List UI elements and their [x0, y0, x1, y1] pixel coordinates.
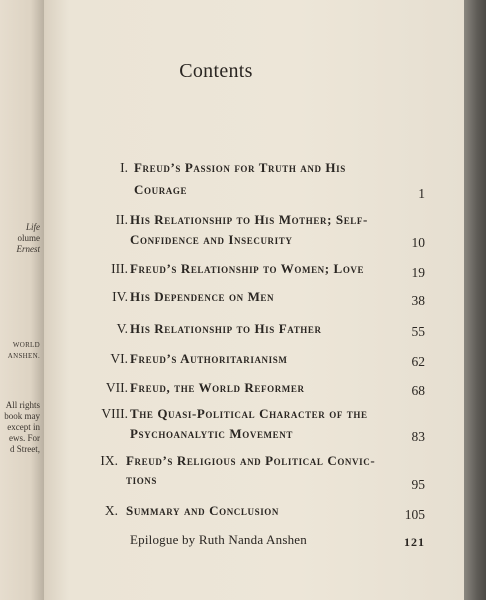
entry-title-line: Freud’s Religious and Political Convic-: [126, 453, 376, 468]
entry-title-line: The Quasi-Political Character of the: [130, 406, 368, 421]
facing-page: [0, 0, 44, 600]
facing-page-fragment: ews. For: [9, 433, 40, 443]
facing-page-fragment: olume: [17, 233, 40, 243]
facing-page-fragment: ANSHEN.: [7, 352, 40, 360]
entry-page-number: 1: [418, 186, 425, 201]
entry-number: VI.: [110, 351, 128, 366]
entry-page-number: 121: [404, 535, 425, 549]
entry-title-line: tions: [126, 472, 158, 487]
facing-page-fragment: d Street,: [10, 444, 40, 454]
entry-number: II.: [115, 212, 128, 227]
entry-page-number: 105: [404, 507, 425, 522]
facing-page-fragment: All rights: [5, 400, 40, 410]
entry-number: X.: [104, 503, 118, 518]
entry-title-line: Freud’s Relationship to Women; Love: [130, 261, 365, 276]
facing-page-fragment: except in: [7, 422, 40, 432]
entry-page-number: 19: [411, 265, 425, 280]
page-edge: [464, 0, 486, 600]
entry-page-number: 55: [411, 324, 425, 339]
entry-title-line: Epilogue by Ruth Nanda Anshen: [130, 532, 307, 547]
entry-number: I.: [120, 160, 128, 175]
entry-page-number: 38: [411, 293, 425, 308]
entry-number: V.: [116, 321, 128, 336]
entry-page-number: 62: [411, 354, 425, 369]
entry-number: IV.: [112, 289, 128, 304]
entry-title-line: Freud, the World Reformer: [130, 380, 305, 395]
entry-page-number: 83: [411, 429, 425, 444]
entry-title-line: His Relationship to His Mother; Self-: [130, 212, 368, 227]
facing-page-fragment: book may: [4, 411, 40, 421]
entry-title-line: Freud’s Authoritarianism: [130, 351, 288, 366]
entry-page-number: 10: [411, 235, 425, 250]
entry-number: VII.: [105, 380, 128, 395]
entry-title-line: Freud’s Passion for Truth and His: [134, 160, 346, 175]
page-title: Contents: [179, 60, 253, 82]
entry-page-number: 95: [411, 477, 425, 492]
entry-page-number: 68: [411, 383, 425, 398]
entry-number: IX.: [100, 453, 118, 468]
entry-title-line: His Dependence on Men: [130, 289, 275, 304]
entry-title-line: Courage: [134, 182, 188, 197]
facing-page-fragment: Life: [25, 222, 40, 232]
entry-number: VIII.: [101, 406, 128, 421]
entry-title-line: Psychoanalytic Movement: [130, 426, 293, 441]
facing-page-fragment: WORLD: [12, 341, 40, 349]
entry-title-line: His Relationship to His Father: [130, 321, 322, 336]
entry-number: III.: [111, 261, 128, 276]
entry-title-line: Summary and Conclusion: [126, 503, 279, 518]
facing-page-fragment: Ernest: [16, 244, 40, 254]
entry-title-line: Confidence and Insecurity: [130, 232, 293, 247]
